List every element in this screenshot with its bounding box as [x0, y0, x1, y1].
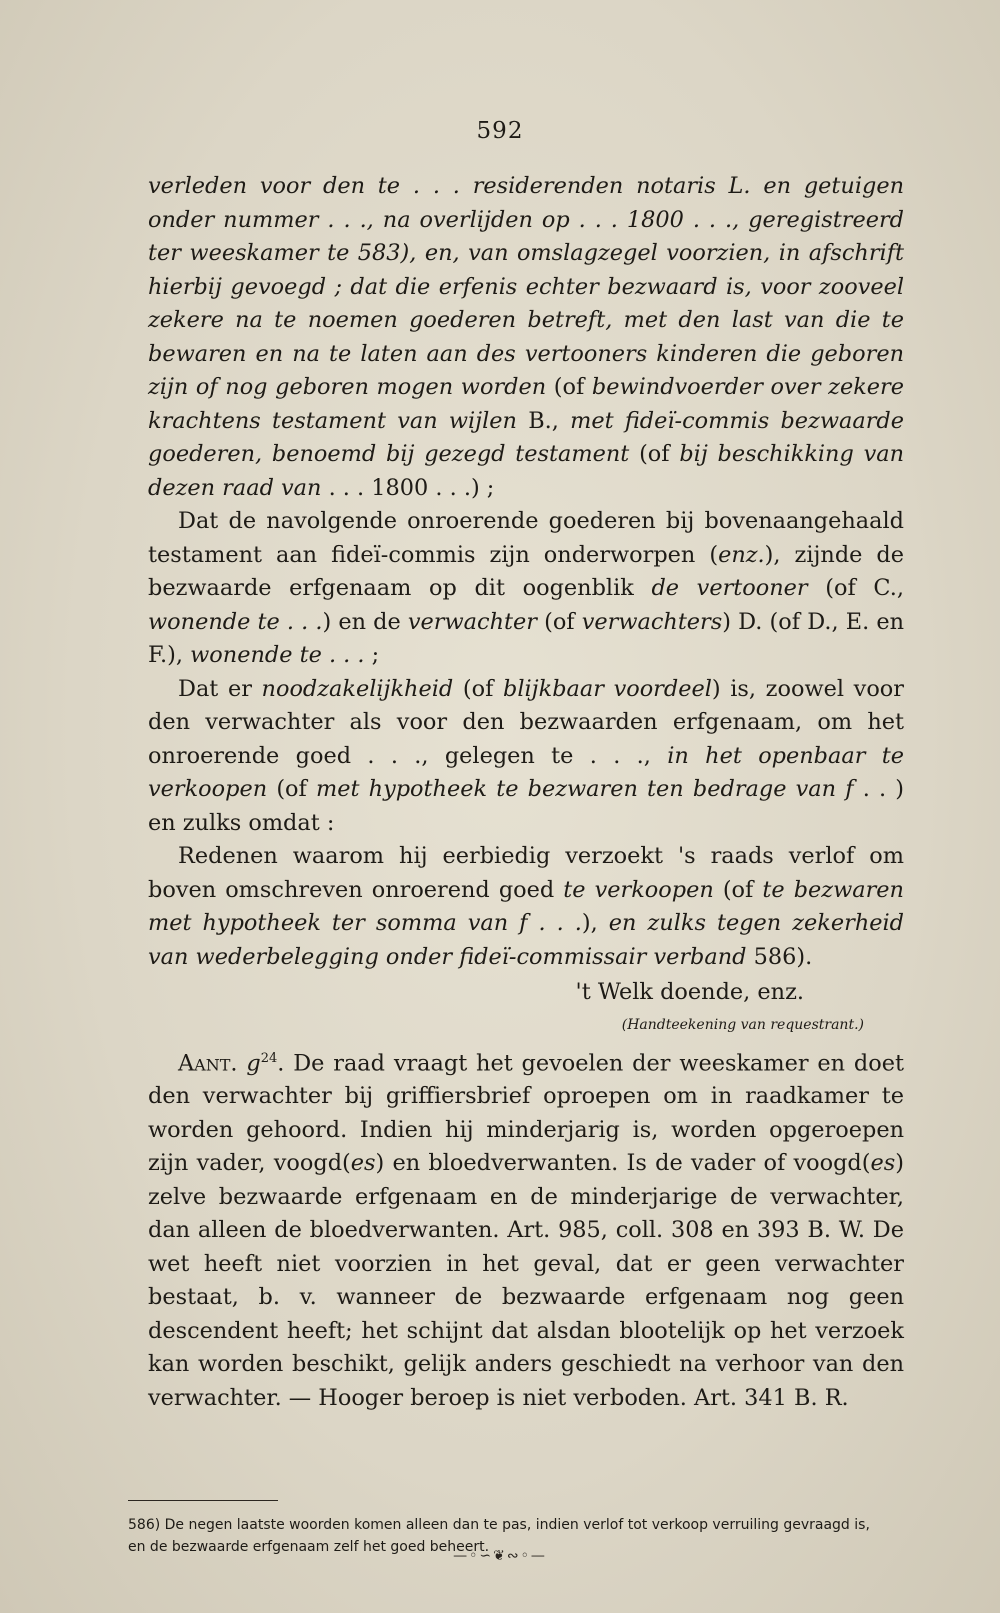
text-roman: (of C.,	[807, 575, 904, 601]
footnote: 586) De negen laatste woorden komen alleen dan te pas, indien verlof tot verkoop verruiling gevraagd is, en de bezwaarde erfgenaam zelf het goed beheert.	[128, 1517, 870, 1555]
text-roman: Dat de navolgende onroerende goederen bij bovenaangehaald testament aan fideï-commis zijn onderworpen (	[148, 508, 904, 568]
text-roman: . . ) en zulks omdat :	[148, 776, 905, 836]
text-roman: B.,	[528, 407, 571, 434]
text-roman: (of	[553, 374, 592, 400]
annotation-lead: Aant.	[178, 1049, 238, 1076]
text-italic: es	[870, 1150, 896, 1177]
page-number: 592	[476, 118, 524, 144]
text-roman: . De raad vraagt het gevoelen der weeskamer en doet den verwachter bij griffiersbrief oproepen om in raadkamer te worden gehoord. Indien hij minderjarig is, worden opgeroepen zijn vader, voogd(	[148, 1049, 904, 1177]
paragraph-3	[148, 673, 904, 841]
paragraph-2	[148, 505, 904, 673]
text-roman: ),	[581, 910, 609, 936]
text-italic: enz.	[718, 541, 765, 568]
text-roman: 586).	[746, 943, 813, 970]
footnote-divider	[128, 1500, 278, 1501]
text-italic: te bezwaren met hypotheek ter somma van f . . .	[148, 876, 904, 936]
paragraph-1	[148, 170, 904, 505]
text-italic: verwachters	[581, 608, 723, 635]
text-italic: verwachter	[407, 608, 537, 635]
closing-line: 't Welk doende, enz.	[575, 979, 804, 1005]
text-roman: Dat er	[178, 675, 262, 702]
text-italic: en zulks tegen zekerheid van wederbelegging onder fideï-commissair verband	[148, 910, 904, 970]
text-italic: in het openbaar te verkoopen	[148, 742, 904, 802]
ornament: —◦∽❦∾◦—	[453, 1548, 547, 1564]
text-roman: ) is, zoowel voor den verwachter als voor den bezwaarden erfgenaam, om het onroerende goed . . ., gelegen te . . .,	[148, 675, 904, 769]
text-roman: ) en bloedverwanten. Is de vader of voogd(	[375, 1150, 871, 1177]
text-italic: bij beschikking van dezen raad van	[148, 441, 905, 501]
text-italic: g	[246, 1049, 261, 1076]
text-roman: . . . 1800 . . .) ;	[328, 474, 495, 501]
text-roman: ) en de	[322, 608, 408, 635]
text-roman: (of	[267, 776, 316, 802]
text-italic: met fideï-commis bezwaarde goederen, benoemd bij gezegd testament	[148, 407, 905, 467]
text-roman: ;	[364, 642, 380, 668]
paragraph-annotation	[148, 1042, 904, 1416]
text-roman: ) zelve bezwaarde erfgenaam en de minderjarige de verwachter, dan alleen de bloedverwanten. Art. 985, coll. 308 en 393 B. W. De wet heeft niet voorzien in het geval, dat er geen verwachter bestaat, b. v. wanneer de bezwaarde erfgenaam nog geen descendent heeft; het schijnt dat alsdan blootelijk op het verzoek kan worden beschikt, gelijk anders geschiedt na verhoor van den verwachter. — Hooger beroep is niet verboden. Art. 341 B. R.	[148, 1150, 904, 1411]
superscript-number: 24	[260, 1050, 278, 1066]
paragraph-4	[148, 840, 904, 974]
body-text	[148, 170, 904, 1415]
text-roman: (of	[639, 441, 680, 467]
text-italic: es	[350, 1150, 376, 1177]
text-roman: Redenen waarom hij eerbiedig verzoekt 's raads verlof om boven omschreven onroerend goed	[148, 843, 904, 903]
text-italic: met hypotheek te bezwaren ten bedrage van f	[316, 776, 854, 802]
text-italic: te verkoopen	[563, 876, 714, 903]
text-roman: ) D. (of D., E. en F.),	[148, 608, 904, 668]
text-italic: blijkbaar voordeel	[503, 675, 712, 702]
text-roman: (of	[536, 608, 582, 635]
text-italic: wonende te . . .	[148, 608, 323, 635]
text-italic: wonende te . . .	[190, 642, 365, 668]
text-italic: noodzakelijkheid	[261, 675, 454, 702]
text-italic: bewindvoerder over zekere krachtens testament van wijlen	[148, 374, 904, 434]
text-italic: de vertooner	[651, 575, 808, 601]
text-roman: ), zijnde de bezwaarde erfgenaam op dit oogenblik	[148, 541, 905, 601]
text-roman: (of	[713, 876, 763, 903]
text-roman: (of	[453, 675, 504, 702]
text-italic: verleden voor den te . . . residerenden notaris L. en getuigen onder nummer . . ., na overlijden op . . . 1800 . . ., geregistreerd ter weeskamer te 583), en, van omslagzegel voorzien, in afschrift hierbij gevoegd ; dat die erfenis echter bezwaard is, voor zooveel zekere na te noemen goederen betreft, met den last van die te bewaren en na te laten aan des vertooners kinderen die geboren zijn of nog geboren mogen worden	[148, 173, 904, 400]
signature-note: (Handteekening van requestrant.)	[621, 1016, 864, 1033]
